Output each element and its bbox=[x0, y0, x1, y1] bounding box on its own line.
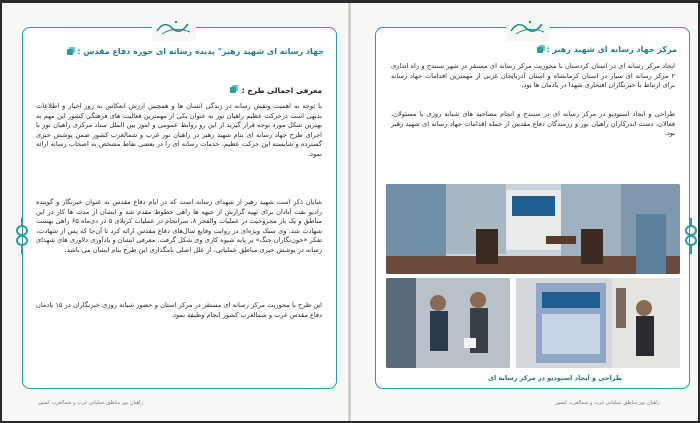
square-bullet-icon bbox=[537, 47, 543, 53]
left-page bbox=[2, 3, 349, 421]
right-paragraph-1: ایجاد مرکز رسانه ای در استان کردستان با محوریت مرکز رسانه ای مستقر در شهر سنندج و راه اندازی ۲ مرکز رسانه ای سیار در استان کرمانشاه و استان آذربایجان غربی از مهمترین اقدامات جهاد رسانه برای ارتباط با خبرنگاران افتخاری شهدا در یادمان ها بود. bbox=[391, 62, 675, 90]
right-footer: راهیان نور مناطق عملیاتی غرب و شمالغرب کشور bbox=[555, 400, 660, 406]
right-section-title-text: مرکز جهاد رسانه ای شهید رهبر : bbox=[546, 45, 677, 54]
studio-photo bbox=[386, 184, 680, 274]
studio-setup-photo-2 bbox=[516, 278, 680, 368]
photo-caption: طراحی و ایجاد استودیو در مرکز رسانه ای bbox=[488, 374, 622, 382]
left-paragraph-2: شایان ذکر است شهید رهبر از شهدای رسانه است که در ایام دفاع مقدس به عنوان خبرنگار و گوینده رادیو نفت آبادان برای تهیه گزارش از جبهه ها راهی خطوط مقدم شد و ایشان از مدت ها کار در این مناطق و یک بار مجروحیت در عملیات والفجر ۸، سرانجام در عملیات کربلای ۵ در دی‌ماه ۶۵ راهی بهشت شهادت شد. وی سبک ویژه‌ای در روایت وقایع سال‌های دفاع مقدس ارائه کرد تا آن‌جا که پس از شهادت، تفکر «خون‌نگاران جنگ» بر پایه شیوه کاری وی شکل گرفت. معرفی ایشان و یادآوری دلاوری های شهدای رسانه در پوشش خبری مناطق عملیاتی، از علل اصلی نامگذاری این طرح بنام ایشان می باشد. bbox=[36, 198, 322, 254]
left-paragraph-1: با توجه به اهمیت ونقش رسانه در زندگی انسان ها و همچنین ارزش انعکاس به روز اخبار و اطلاعات بدیهی است درحرکت عظیم راهیان نور به عنوان یکی از مهمترین فعالیت های فرهنگی کشور این مهم به بهترین شکل مورد توجه قرار گیرید از این رو روابط عمومی و امور بین الملل ستاد مرکزی راهیان نور با اجرای طرح جهاد رسانه ای بنام شهید رهبر در راهیان نور غرب و شمالغرب کشور ضمن پوشش خبری گسترده و شایسته این حرکت عظیم، خدمات رسانه ای را در بعضی نقاط مشخص به اصحاب رسانه ارائه نمود. bbox=[36, 102, 322, 158]
calligraphy-logo-icon bbox=[506, 13, 550, 41]
right-page-frame bbox=[375, 27, 690, 389]
right-paragraph-2: طراحی و ایجاد استودیو در مرکز رسانه ای در سنندج و انجام مصاحبه های شبانه روزی با مسئولان، فعالان، دست اندرکاران راهیان نور و رزمندگان دفاع مقدس از جمله اقدامات جهاد رسانه ای شهید رهبر بود. bbox=[391, 110, 675, 138]
knot-ornament-icon bbox=[682, 218, 700, 254]
left-subsection-title-text: معرفی اجمالی طرح : bbox=[241, 86, 322, 95]
right-section-title bbox=[537, 45, 677, 54]
calligraphy-logo-icon bbox=[152, 13, 196, 41]
right-page bbox=[351, 3, 698, 421]
knot-ornament-icon bbox=[13, 218, 31, 254]
studio-setup-photo-1 bbox=[386, 278, 510, 368]
left-section-title bbox=[67, 47, 324, 56]
left-section-title-text: جهاد رسانه ای شهید رهبر" پدیده رسانه ای حوزه دفاع مقدس : bbox=[77, 47, 324, 56]
left-subsection-title bbox=[230, 86, 322, 95]
left-page-frame bbox=[22, 27, 337, 389]
left-footer: راهیان نور مناطق عملیاتی غرب و شمالغرب کشور bbox=[38, 400, 143, 406]
book-spread bbox=[2, 3, 698, 421]
square-bullet-icon bbox=[67, 49, 73, 55]
left-paragraph-3: این طرح با محوریت مرکز رسانه ای مستقر در مرکز استان و حضور شبانه روزی خبرنگاران در ۱۵ یادمان دفاع مقدس غرب و شمالغرب کشور انجام وظیفه نمود. bbox=[36, 301, 322, 319]
square-bullet-icon bbox=[230, 87, 236, 93]
